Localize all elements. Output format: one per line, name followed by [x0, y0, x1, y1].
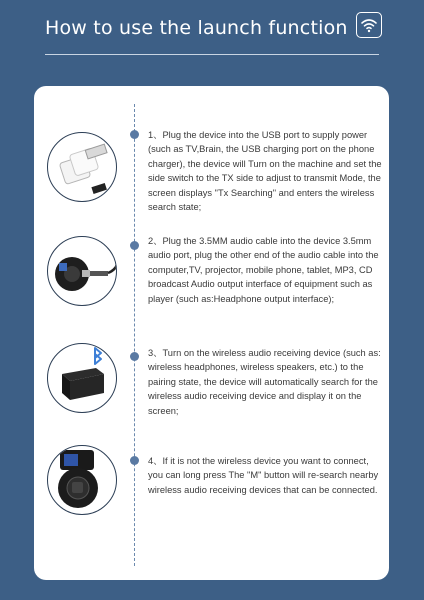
timeline-dot [130, 130, 139, 139]
step-4-text: 4、If it is not the wireless device you want to connect, you can long press The "M" button will re-search nearby wireless audio receiving devices that can be connected. [148, 456, 379, 495]
audio-cable-image [47, 236, 117, 306]
timeline-dot [130, 241, 139, 250]
wifi-icon [356, 12, 382, 38]
usb-adapter-image [47, 132, 117, 202]
timeline-line [134, 104, 135, 566]
instructions-card [34, 86, 389, 580]
page-title: How to use the launch function [45, 17, 348, 39]
timeline-dot [130, 352, 139, 361]
speaker-image [47, 343, 117, 413]
bluetooth-icon [95, 348, 101, 364]
timeline-dot [130, 456, 139, 465]
header-divider [45, 54, 379, 55]
step-2-text: 2、Plug the 3.5MM audio cable into the device 3.5mm audio port, plug the other end of the audio cable into the computer,TV, projector, mobile phone, tablet, MP3, CD broadcast Audio output interface of equipment such as player (such as:Headphone output interface); [148, 236, 379, 304]
transmitter-device-image [47, 445, 117, 515]
step-1-text: 1、Plug the device into the USB port to supply power (such as TV,Brain, the USB charging port on the phone charger), the device will Turn on the machine and set the side switch to the TX side to adjust to transmit Mode, the screen displays "Tx Searching" and enters the wireless search state; [148, 130, 382, 213]
step-3-text: 3、Turn on the wireless audio receiving device (such as: wireless headphones, wireless speakers, etc.) to the pairing state, the device will automatically search for the wireless audio receiving device and display it on the screen; [148, 348, 381, 416]
